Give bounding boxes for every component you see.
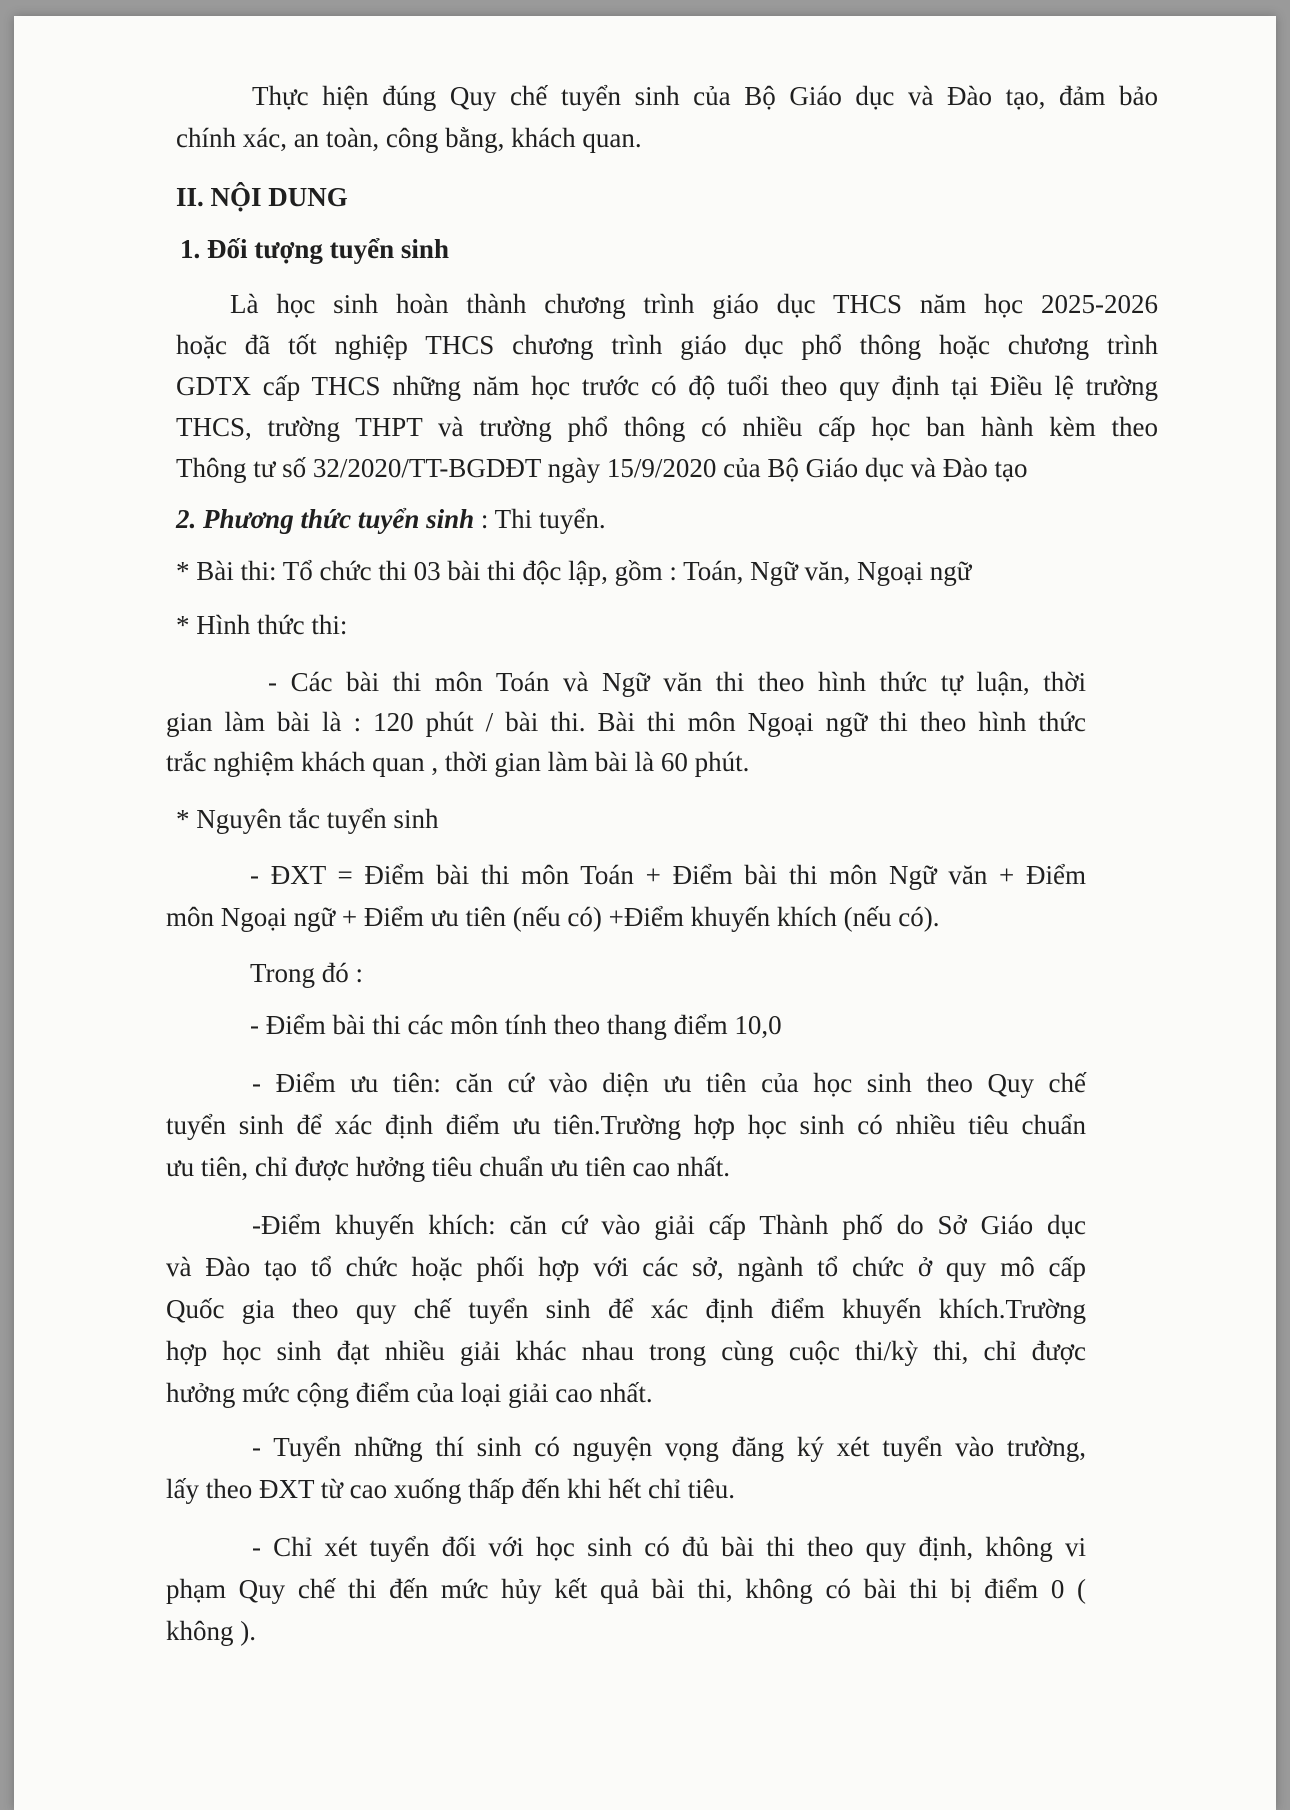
select-line: lấy theo ĐXT từ cao xuống thấp đến khi hết chỉ tiêu. (166, 1474, 736, 1504)
subsection-1-line: THCS, trường THPT và trường phổ thông có nhiều cấp học ban hành kèm theo (176, 412, 1158, 442)
only-line: phạm Quy chế thi đến mức hủy kết quả bài thi, không có bài thi bị điểm 0 ( (166, 1574, 1086, 1604)
intro-line-1: Thực hiện đúng Quy chế tuyển sinh của Bộ Giáo dục và Đào tạo, đảm bảo (252, 81, 1158, 111)
bonus-line: hợp học sinh đạt nhiều giải khác nhau trong cùng cuộc thi/kỳ thi, chỉ được (166, 1336, 1086, 1366)
only-paragraph (166, 1526, 1086, 1652)
bonus-line: -Điểm khuyến khích: căn cứ vào giải cấp Thành phố do Sở Giáo dục (252, 1210, 1086, 1240)
subsection-1-paragraph (176, 284, 1158, 489)
subsection-1-line: GDTX cấp THCS những năm học trước có độ tuổi theo quy định tại Điều lệ trường (176, 371, 1158, 401)
subsection-2-heading-line (176, 504, 606, 535)
priority-line: - Điểm ưu tiên: căn cứ vào diện ưu tiên của học sinh theo Quy chế (252, 1068, 1086, 1098)
priority-paragraph (166, 1062, 1086, 1188)
format-paragraph (166, 662, 1086, 782)
subsection-1-heading: 1. Đối tượng tuyển sinh (180, 234, 449, 264)
bonus-line: hưởng mức cộng điểm của loại giải cao nhất. (166, 1378, 653, 1408)
format-line: gian làm bài là : 120 phút / bài thi. Bài thi môn Ngoại ngữ thi theo hình thức (166, 707, 1086, 737)
subsection-1-line: Là học sinh hoàn thành chương trình giáo dục THCS năm học 2025-2026 (230, 289, 1158, 319)
dxt-line: môn Ngoại ngữ + Điểm ưu tiên (nếu có) +Điểm khuyến khích (nếu có). (166, 902, 940, 932)
priority-line: tuyển sinh để xác định điểm ưu tiên.Trường hợp học sinh có nhiều tiêu chuẩn (166, 1110, 1086, 1140)
document-page (14, 16, 1276, 1810)
exam-line: * Bài thi: Tổ chức thi 03 bài thi độc lập, gồm : Toán, Ngữ văn, Ngoại ngữ (176, 556, 972, 586)
where-label: Trong đó : (250, 958, 364, 988)
intro-paragraph (176, 76, 1158, 160)
bonus-paragraph (166, 1204, 1086, 1414)
only-line: - Chỉ xét tuyển đối với học sinh có đủ bài thi theo quy định, không vi (252, 1532, 1086, 1562)
principle-heading: * Nguyên tắc tuyển sinh (176, 804, 439, 834)
select-paragraph (166, 1426, 1086, 1510)
format-line: trắc nghiệm khách quan , thời gian làm bài là 60 phút. (166, 747, 750, 777)
subsection-2-method: : Thi tuyển. (474, 504, 606, 534)
priority-line: ưu tiên, chỉ được hưởng tiêu chuẩn ưu tiên cao nhất. (166, 1152, 730, 1182)
dxt-paragraph (166, 854, 1086, 938)
only-line: không ). (166, 1616, 256, 1646)
subsection-1-line: hoặc đã tốt nghiệp THCS chương trình giáo dục phổ thông hoặc chương trình (176, 330, 1158, 360)
scale-line: - Điểm bài thi các môn tính theo thang điểm 10,0 (250, 1010, 782, 1040)
subsection-2-heading: 2. Phương thức tuyển sinh (176, 504, 475, 534)
format-line: - Các bài thi môn Toán và Ngữ văn thi theo hình thức tự luận, thời (268, 667, 1086, 697)
subsection-1-line: Thông tư số 32/2020/TT-BGDĐT ngày 15/9/2020 của Bộ Giáo dục và Đào tạo (176, 453, 1028, 483)
select-line: - Tuyển những thí sinh có nguyện vọng đăng ký xét tuyển vào trường, (252, 1432, 1086, 1462)
format-heading: * Hình thức thi: (176, 610, 348, 640)
intro-line-2: chính xác, an toàn, công bằng, khách quan. (176, 122, 642, 153)
bonus-line: Quốc gia theo quy chế tuyển sinh để xác định điểm khuyến khích.Trường (166, 1294, 1086, 1324)
dxt-line: - ĐXT = Điểm bài thi môn Toán + Điểm bài thi môn Ngữ văn + Điểm (250, 860, 1086, 890)
section-heading: II. NỘI DUNG (176, 182, 348, 212)
bonus-line: và Đào tạo tổ chức hoặc phối hợp với các sở, ngành tổ chức ở quy mô cấp (166, 1252, 1086, 1282)
